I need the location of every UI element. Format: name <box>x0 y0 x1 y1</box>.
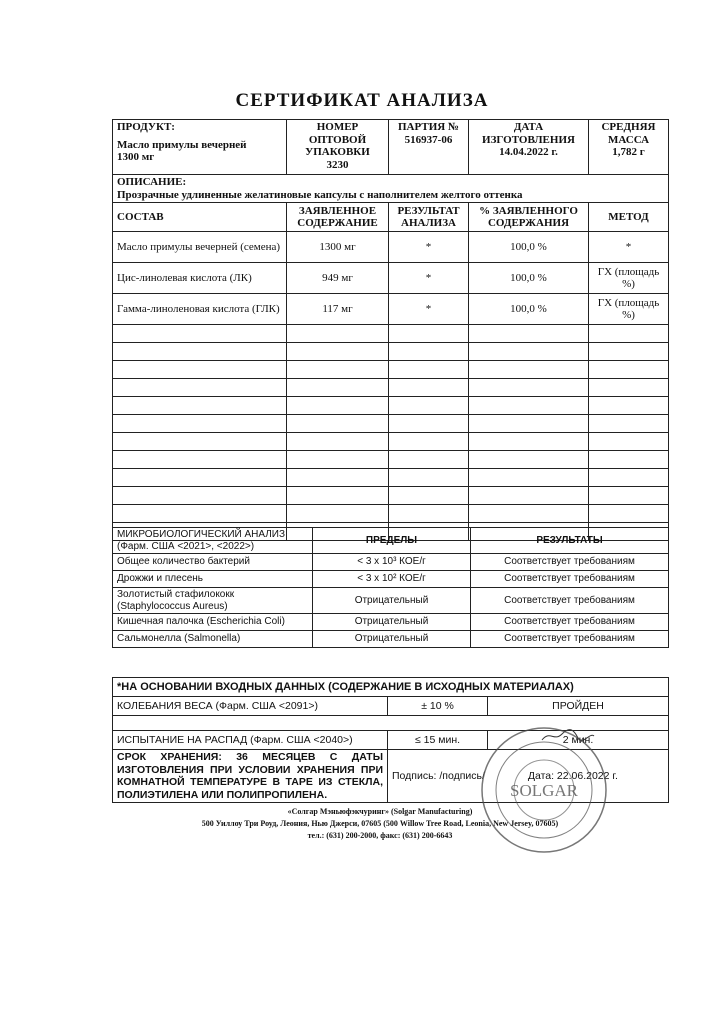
batch-value: 516937-06 <box>404 133 453 146</box>
date-value: 14.04.2022 г. <box>499 146 558 159</box>
micro-limit: Отрицательный <box>313 614 471 631</box>
micro-row <box>113 554 669 571</box>
micro-header-row <box>113 528 669 554</box>
document-title: СЕРТИФИКАТ АНАЛИЗА <box>235 90 489 111</box>
composition-result: * <box>389 294 469 325</box>
composition-result: * <box>389 232 469 263</box>
composition-name: Цис-линолевая кислота (ЛК) <box>113 263 287 294</box>
composition-percent: 100,0 % <box>469 232 589 263</box>
empty-row <box>113 379 669 397</box>
composition-declared: 949 мг <box>287 263 389 294</box>
header-row <box>113 120 669 175</box>
storage-text: СРОК ХРАНЕНИЯ: 36 МЕСЯЦЕВ С ДАТЫ ИЗГОТОВЛЕНИЯ ПРИ УСЛОВИИ ХРАНЕНИЯ ПРИ КОМНАТНОЙ ТЕМПЕРАТУРЕ В ТАРЕ ИЗ СТЕКЛА, ПОЛИЭТИЛЕНА ИЛИ ПОЛИПРОПИЛЕНА. <box>113 750 388 803</box>
pack-value: 3230 <box>326 158 349 171</box>
composition-name: Гамма-линоленовая кислота (ГЛК) <box>113 294 287 325</box>
micro-table <box>112 527 669 648</box>
composition-row <box>113 263 669 294</box>
empty-row <box>113 361 669 379</box>
weight-label: КОЛЕБАНИЯ ВЕСА (Фарм. США <2091>) <box>113 697 388 716</box>
batch-label: ПАРТИЯ № <box>398 121 459 133</box>
micro-result: Соответствует требованиям <box>471 571 669 588</box>
disint-limit: ≤ 15 мин. <box>388 731 488 750</box>
micro-result: Соответствует требованиям <box>471 588 669 614</box>
composition-name: Масло примулы вечерней (семена) <box>113 232 287 263</box>
description-cell <box>113 175 669 203</box>
weight-row <box>113 697 669 716</box>
micro-limit: Отрицательный <box>313 588 471 614</box>
micro-test: Золотистый стафилококк (Staphylococcus Aureus) <box>113 588 313 614</box>
composition-percent: 100,0 % <box>469 263 589 294</box>
product-cell <box>113 120 287 175</box>
micro-test: Дрожжи и плесень <box>113 571 313 588</box>
empty-row <box>113 415 669 433</box>
empty-row <box>113 325 669 343</box>
composition-row <box>113 294 669 325</box>
signature-date: Дата: 22.06.2022 г. <box>527 770 618 783</box>
composition-header-declared: ЗАЯВЛЕННОЕ СОДЕРЖАНИЕ <box>287 203 389 232</box>
composition-declared: 1300 мг <box>287 232 389 263</box>
product-dose: 1300 мг <box>117 151 155 164</box>
composition-row <box>113 232 669 263</box>
footer-address: 500 Уиллоу Три Роуд, Леония, Нью Джерси, 07605 (500 Willow Tree Road, Leonia, New Jersey, 07605) <box>201 819 559 828</box>
micro-title: МИКРОБИОЛОГИЧЕСКИЙ АНАЛИЗ <box>117 529 286 540</box>
disint-label: ИСПЫТАНИЕ НА РАСПАД (Фарм. США <2040>) <box>113 731 388 750</box>
disint-result: 2 мин. <box>488 731 669 750</box>
empty-row <box>113 397 669 415</box>
composition-method: ГХ (площадь %) <box>589 263 669 294</box>
pack-label: НОМЕР ОПТОВОЙ УПАКОВКИ <box>305 121 370 159</box>
micro-results-header: РЕЗУЛЬТАТЫ <box>471 528 669 554</box>
empty-row <box>113 487 669 505</box>
micro-subtitle: (Фарм. США <2021>, <2022>) <box>117 540 255 552</box>
micro-test: Общее количество бактерий <box>113 554 313 571</box>
mass-value: 1,782 г <box>612 146 645 159</box>
date-label: ДАТА ИЗГОТОВЛЕНИЯ <box>482 121 575 146</box>
footer <box>150 806 610 842</box>
micro-limit: < 3 x 10³ КОЕ/г <box>313 554 471 571</box>
composition-percent: 100,0 % <box>469 294 589 325</box>
composition-header-result: РЕЗУЛЬТАТ АНАЛИЗА <box>389 203 469 232</box>
mass-cell <box>589 120 669 175</box>
weight-limit: ± 10 % <box>388 697 488 716</box>
micro-result: Соответствует требованиям <box>471 554 669 571</box>
empty-row <box>113 451 669 469</box>
description-label: ОПИСАНИЕ: <box>117 176 187 188</box>
stamp-brand: SOLGAR <box>509 781 579 800</box>
composition-header-method: МЕТОД <box>589 203 669 232</box>
micro-limit: Отрицательный <box>313 631 471 648</box>
composition-method: ГХ (площадь %) <box>589 294 669 325</box>
empty-row <box>113 505 669 523</box>
micro-row <box>113 631 669 648</box>
micro-row <box>113 614 669 631</box>
empty-row <box>113 343 669 361</box>
date-cell <box>469 120 589 175</box>
basis-row <box>113 678 669 697</box>
empty-row <box>113 433 669 451</box>
footer-company: «Солгар Мэньюфэкчуринг» (Solgar Manufacturing) <box>287 807 473 816</box>
main-table <box>112 119 669 541</box>
batch-cell <box>389 120 469 175</box>
composition-result: * <box>389 263 469 294</box>
pack-cell <box>287 120 389 175</box>
micro-row <box>113 571 669 588</box>
micro-limit: < 3 x 10² КОЕ/г <box>313 571 471 588</box>
micro-test: Кишечная палочка (Escherichia Coli) <box>113 614 313 631</box>
micro-result: Соответствует требованиям <box>471 614 669 631</box>
description-row <box>113 175 669 203</box>
empty-row <box>113 469 669 487</box>
composition-header-name: СОСТАВ <box>113 203 287 232</box>
micro-result: Соответствует требованиям <box>471 631 669 648</box>
micro-test: Сальмонелла (Salmonella) <box>113 631 313 648</box>
micro-row <box>113 588 669 614</box>
description-text: Прозрачные удлиненные желатиновые капсулы с наполнителем желтого оттенка <box>117 188 523 201</box>
composition-declared: 117 мг <box>287 294 389 325</box>
basis-note: *НА ОСНОВАНИИ ВХОДНЫХ ДАННЫХ (СОДЕРЖАНИЕ В ИСХОДНЫХ МАТЕРИАЛАХ) <box>113 678 669 697</box>
footer-contacts: тел.: (631) 200-2000, факс: (631) 200-6643 <box>307 831 453 840</box>
composition-method: * <box>589 232 669 263</box>
signature-label: Подпись: /подпись/ <box>392 770 485 783</box>
product-name: Масло примулы вечерней <box>117 138 247 151</box>
product-label: ПРОДУКТ: <box>117 121 175 133</box>
composition-header-percent: % ЗАЯВЛЕННОГО СОДЕРЖАНИЯ <box>469 203 589 232</box>
weight-result: ПРОЙДЕН <box>488 697 669 716</box>
micro-title-cell <box>113 528 313 554</box>
composition-header-row <box>113 203 669 232</box>
mass-label: СРЕДНЯЯ МАССА <box>601 121 656 146</box>
micro-limits-header: ПРЕДЕЛЫ <box>313 528 471 554</box>
